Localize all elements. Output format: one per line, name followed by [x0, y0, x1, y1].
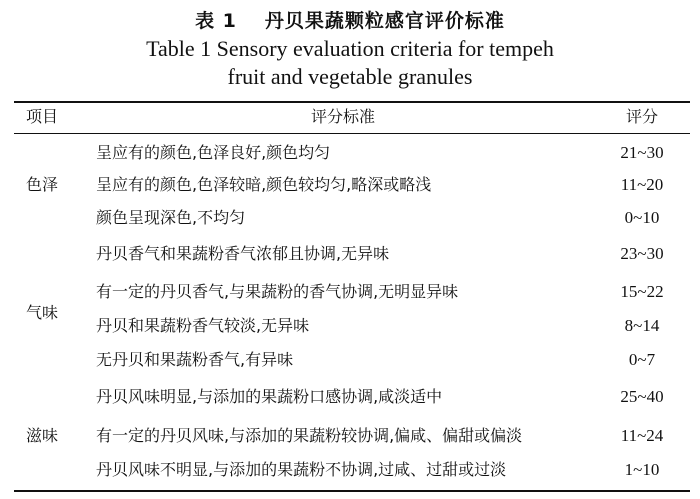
score-cell: 23~30: [620, 244, 664, 263]
table-title-cn: [0, 6, 700, 33]
header-criteria: 评分标准: [310, 107, 375, 126]
score-cell: 25~40: [620, 387, 664, 406]
table-bottom-rule: [14, 490, 690, 492]
table-title-en-line1: Table 1 Sensory evaluation criteria for tempeh: [146, 36, 554, 61]
table-top-rule: [14, 101, 690, 103]
criteria-cell: 有一定的丹贝风味,与添加的果蔬粉较协调,偏咸、偏甜或偏淡: [96, 426, 523, 445]
score-cell: 11~24: [620, 426, 664, 445]
category-label: 色泽: [26, 175, 59, 194]
criteria-cell: 颜色呈现深色,不均匀: [96, 208, 246, 227]
criteria-cell: 丹贝香气和果蔬粉香气浓郁且协调,无异味: [96, 244, 390, 263]
criteria-cell: 呈应有的颜色,色泽较暗,颜色较均匀,略深或略浅: [96, 175, 432, 194]
category-label: 气味: [26, 303, 59, 322]
score-cell: 15~22: [620, 282, 664, 301]
score-cell: 8~14: [624, 316, 660, 335]
criteria-cell: 丹贝风味明显,与添加的果蔬粉口感协调,咸淡适中: [96, 387, 443, 406]
header-score: 评分: [625, 107, 658, 126]
criteria-cell: 有一定的丹贝香气,与果蔬粉的香气协调,无明显异味: [96, 282, 459, 301]
score-cell: 0~10: [624, 208, 660, 227]
score-cell: 1~10: [624, 460, 660, 479]
score-cell: 0~7: [628, 350, 656, 369]
table-title-en-line2: fruit and vegetable granules: [227, 64, 473, 89]
table-header-rule: [14, 133, 690, 134]
criteria-cell: 丹贝和果蔬粉香气较淡,无异味: [96, 316, 310, 335]
table-number: 表 1: [195, 10, 237, 32]
score-cell: 21~30: [620, 143, 664, 162]
criteria-cell: 丹贝风味不明显,与添加的果蔬粉不协调,过咸、过甜或过淡: [96, 460, 507, 479]
header-item: 项目: [26, 107, 59, 126]
table-title-cn-text: 丹贝果蔬颗粒感官评价标准: [264, 10, 505, 32]
criteria-cell: 无丹贝和果蔬粉香气,有异味: [96, 350, 294, 369]
category-label: 滋味: [26, 426, 59, 445]
criteria-cell: 呈应有的颜色,色泽良好,颜色均匀: [96, 143, 331, 162]
score-cell: 11~20: [620, 175, 664, 194]
